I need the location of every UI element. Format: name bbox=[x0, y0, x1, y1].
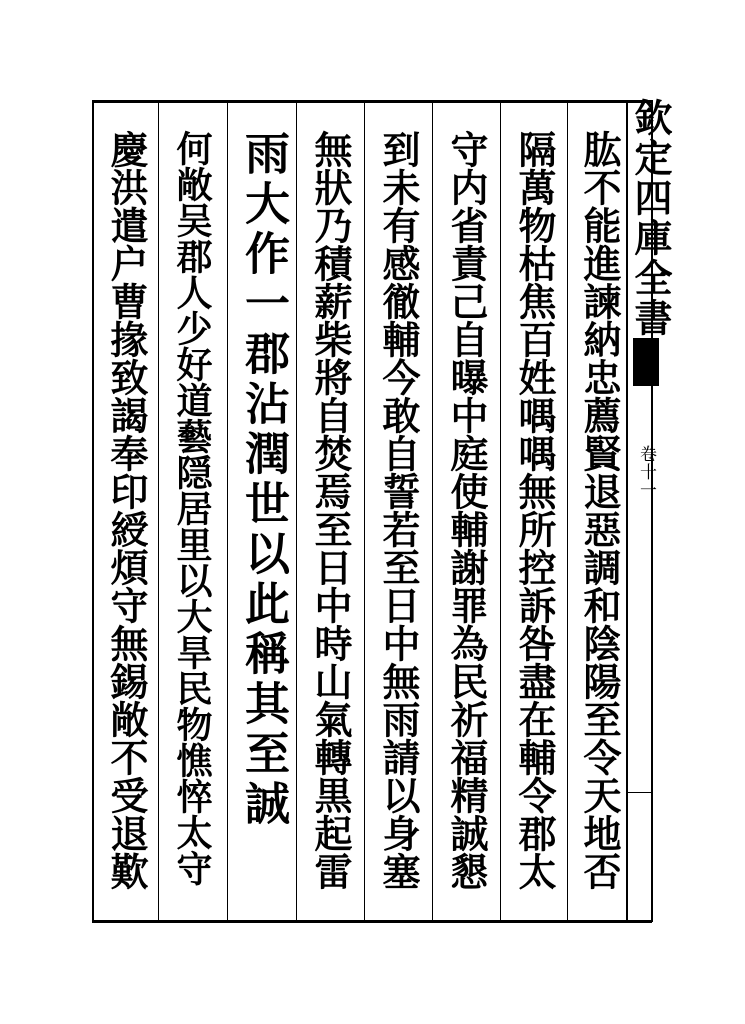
text-column-3: 守内省責己自曝中庭使輔謝罪為民祈福精誠懇 bbox=[444, 130, 489, 890]
column-divider bbox=[364, 103, 365, 920]
juan-number: 卷十一 bbox=[636, 445, 656, 499]
left-border-rule bbox=[92, 100, 94, 922]
text-column-6: 雨大作一郡沾潤世以此稱其至誠 bbox=[237, 130, 290, 830]
text-column-7: 何敞吴郡人少好道藝隠居里以大旱民物憔悴太守 bbox=[171, 130, 213, 886]
text-column-8: 慶洪遣户曹掾致謁奉印綬煩守無錫敞不受退歎 bbox=[104, 130, 149, 890]
text-column-4: 到未有感徹輔今敢自誓若至日中無雨請以身塞 bbox=[376, 130, 421, 890]
top-border-rule bbox=[92, 100, 652, 103]
column-divider bbox=[158, 103, 159, 920]
bottom-border-rule bbox=[92, 920, 652, 923]
column-divider bbox=[567, 103, 568, 920]
column-divider bbox=[500, 103, 501, 920]
column-divider bbox=[227, 103, 228, 920]
text-column-2: 隔萬物枯焦百姓喁喁無所控訴咎盡在輔令郡太 bbox=[512, 130, 557, 890]
text-column-5: 無狀乃積薪柴將自焚焉至日中時山氣轉黒起雷 bbox=[308, 130, 353, 890]
book-title: 欽定四庫全書 bbox=[628, 98, 673, 338]
column-divider bbox=[432, 103, 433, 920]
margin-rule bbox=[628, 792, 652, 793]
column-divider bbox=[296, 103, 297, 920]
text-column-1: 肱不能進諫納忠薦賢退惡調和陰陽至令天地否 bbox=[577, 130, 622, 890]
fishtail-mark bbox=[633, 338, 659, 386]
